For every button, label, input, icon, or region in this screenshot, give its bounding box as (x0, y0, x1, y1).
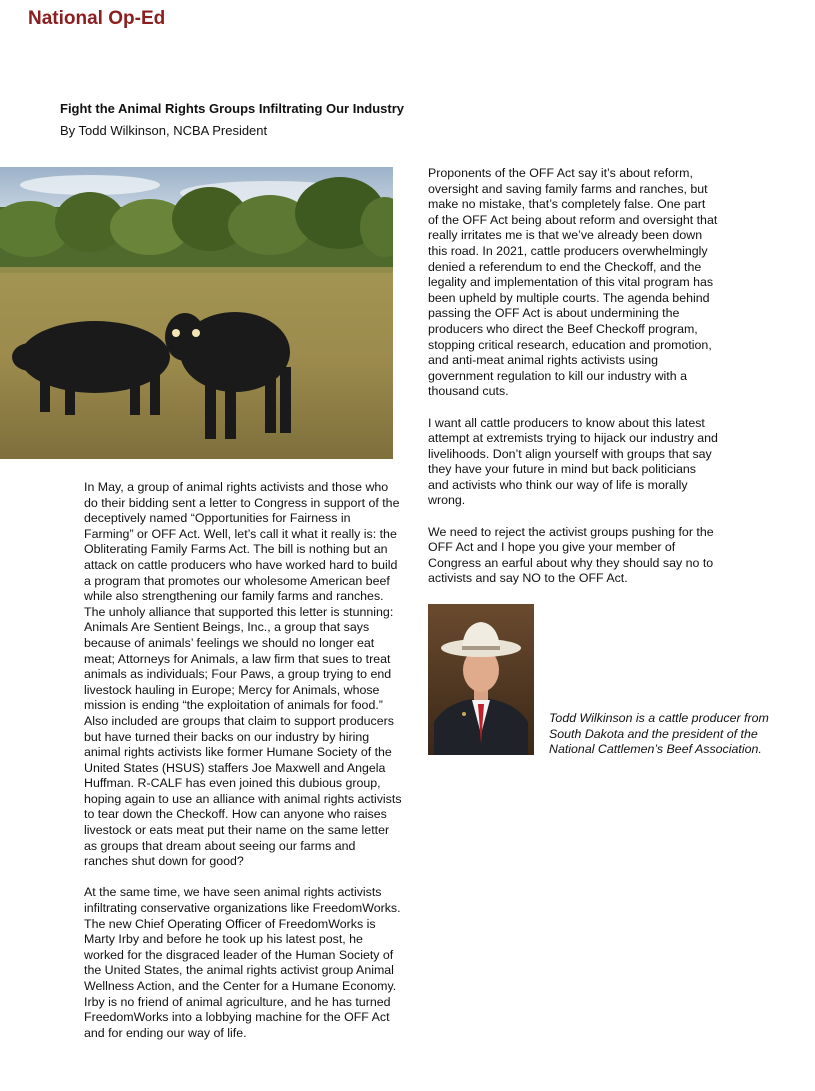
cattle-photo (0, 167, 393, 459)
right-column (428, 166, 728, 603)
article-paragraph: Proponents of the OFF Act say it’s about reform, oversight and saving family farms and ranches, but make no mistake, that’s completely false. One part of the OFF Act being about reform and oversight that really irritates me is that we’ve already been down this road. In 2021, cattle producers overwhelmingly denied a referendum to end the Checkoff, and the legality and implementation of this vital program has been upheld by multiple courts. The agenda behind passing the OFF Act is about undermining the producers who direct the Beef Checkoff program, stopping critical research, education and promotion, and anti-meat animal rights activists using government regulation to kill our industry with a thousand cuts. (428, 166, 718, 399)
author-portrait (428, 604, 534, 755)
article-paragraph: I want all cattle producers to know about this latest attempt at extremists trying to hijack our industry and livelihoods. Don’t align yourself with groups that say they have your future in mind but back politicians and activists who think our way of life is morally wrong. (428, 415, 718, 508)
left-column (84, 480, 406, 1057)
article-headline: Fight the Animal Rights Groups Infiltrating Our Industry (60, 101, 405, 116)
article-paragraph: We need to reject the activist groups pushing for the OFF Act and I hope you give your member of Congress an earful about why they should say no to activists and say NO to the OFF Act. (428, 524, 714, 586)
author-caption: Todd Wilkinson is a cattle producer from South Dakota and the president of the National Cattlemen’s Beef Association. (549, 711, 769, 757)
section-label: National Op-Ed (28, 8, 166, 29)
article-paragraph: In May, a group of animal rights activists and those who do their bidding sent a letter to Congress in support of the deceptively named “Opportunities for Fairness in Farming” or OFF Act. Well, let’s call it what it really is: the Obliterating Family Farms Act. The bill is nothing but an attack on cattle producers who have worked hard to build a program that promotes our wholesome American beef while also strengthening our family farms and ranches. The unholy alliance that supported this letter is stunning: Animals Are Sentient Beings, Inc., a group that says because of animals’ feelings we should no longer eat meat; Attorneys for Animals, a law firm that sues to treat animals as individuals; Four Paws, a group trying to end livestock hauling in Europe; Mercy for Animals, whose mission is ending “the exploitation of animals for food.” Also included are groups that claim to support producers but have turned their backs on our industry by hiring animal rights activists like former Humane Society of the United States (HSUS) staffers Joe Maxwell and Angela Huffman. R-CALF has even joined this dubious group, hoping again to use an alliance with animal rights activists to tear down the Checkoff. How can anyone who raises livestock or eats meat put their name on the same letter as groups that dream about seeing our farms and ranches shut down for good? (84, 480, 402, 869)
article-byline: By Todd Wilkinson, NCBA President (60, 123, 268, 138)
article-paragraph: At the same time, we have seen animal rights activists infiltrating conservative organizations like FreedomWorks. The new Chief Operating Officer of FreedomWorks is Marty Irby and before he took up his latest post, he worked for the disgraced leader of the Human Society of the United States, the animal rights activist group Animal Wellness Action, and the Center for a Humane Economy. Irby is no friend of animal agriculture, and he has turned FreedomWorks into a lobbying machine for the OFF Act and for ending our way of life. (84, 885, 401, 1040)
